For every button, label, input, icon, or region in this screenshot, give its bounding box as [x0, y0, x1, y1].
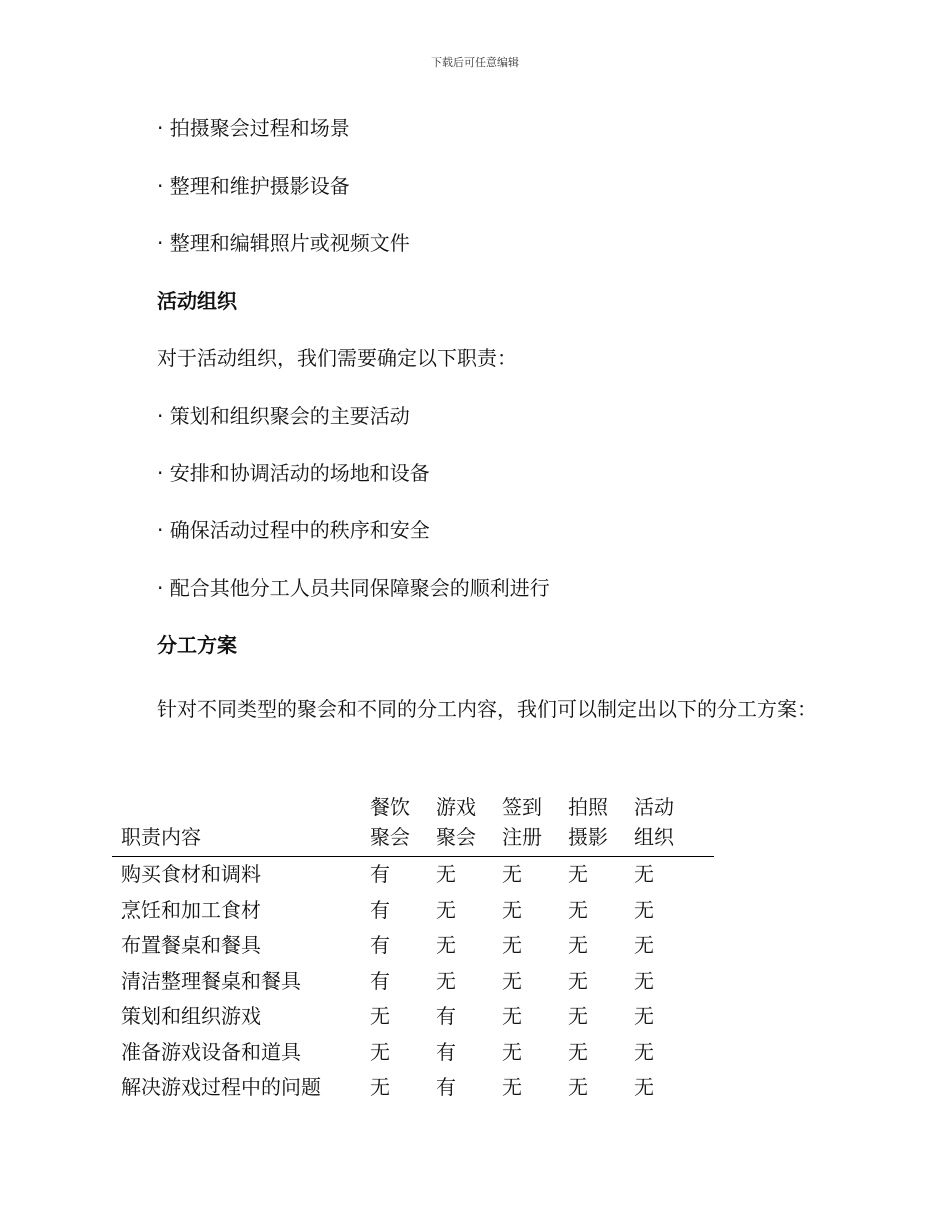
- section-heading-plan: 分工方案: [157, 633, 237, 657]
- table-cell: 无: [568, 1075, 588, 1099]
- table-header-cell: [370, 792, 436, 857]
- table-cell: 无: [502, 933, 522, 957]
- table-cell: 有: [436, 1075, 456, 1099]
- table-cell: 无: [634, 1075, 654, 1099]
- page-header-note: 下载后可任意编辑: [431, 56, 519, 69]
- header-line2: 组织: [634, 825, 674, 849]
- bullet-item: · 整理和编辑照片或视频文件: [157, 231, 410, 255]
- table-cell: 无: [436, 862, 456, 886]
- table-cell: 无: [502, 897, 522, 922]
- bullet-item: · 安排和协调活动的场地和设备: [157, 461, 430, 485]
- table-row: [112, 857, 714, 893]
- table-cell: 无: [436, 968, 456, 993]
- table-cell: 无: [568, 897, 588, 922]
- table-cell: 烹饪和加工食材: [121, 897, 261, 922]
- table-cell: 有: [370, 933, 390, 957]
- header-line2: 摄影: [568, 825, 608, 849]
- table-cell: 无: [568, 862, 588, 886]
- table-cell: 无: [370, 1039, 390, 1064]
- table-header-cell: [634, 792, 714, 857]
- bullet-item: · 策划和组织聚会的主要活动: [157, 404, 410, 428]
- table-cell: 无: [568, 1039, 588, 1064]
- table-header-cell: [502, 792, 568, 857]
- table-cell: 无: [568, 933, 588, 957]
- header-line1: 签到: [502, 795, 542, 819]
- plan-paragraph: 针对不同类型的聚会和不同的分工内容，我们可以制定出以下的分工方案：: [157, 697, 817, 721]
- table-cell: 无: [436, 933, 456, 957]
- table-row: [112, 893, 714, 929]
- header-line2: 注册: [502, 825, 542, 849]
- section-heading-activity: 活动组织: [157, 289, 237, 313]
- table-cell: 无: [634, 897, 654, 922]
- header-line2: 聚会: [370, 825, 410, 849]
- bullet-item: · 确保活动过程中的秩序和安全: [157, 518, 430, 542]
- table-cell: 策划和组织游戏: [121, 1004, 261, 1028]
- table-cell: 清洁整理餐桌和餐具: [121, 968, 301, 993]
- table-cell: 无: [634, 1004, 654, 1028]
- table-row: [112, 1035, 714, 1071]
- header-line2: 职责内容: [121, 825, 201, 849]
- assignment-table: [112, 792, 714, 1106]
- table-cell: 无: [634, 968, 654, 993]
- table-row: [112, 999, 714, 1035]
- table-cell: 无: [502, 1004, 522, 1028]
- table-cell: 无: [502, 862, 522, 886]
- header-line1: 活动: [634, 795, 674, 819]
- header-line1: 拍照: [568, 795, 608, 819]
- table-cell: 无: [634, 862, 654, 886]
- table-cell: 无: [436, 897, 456, 922]
- bullet-item: · 整理和维护摄影设备: [157, 174, 350, 198]
- table-cell: 准备游戏设备和道具: [121, 1039, 301, 1064]
- table-cell: 无: [634, 933, 654, 957]
- table-cell: 无: [502, 1039, 522, 1064]
- header-line1: 游戏: [436, 795, 476, 819]
- table-cell: 有: [370, 897, 390, 922]
- table-row: [112, 928, 714, 964]
- table-cell: 无: [370, 1075, 390, 1099]
- table-header-row: [112, 792, 714, 857]
- table-cell: 购买食材和调料: [121, 862, 261, 886]
- table-cell: 无: [634, 1039, 654, 1064]
- header-line2: 聚会: [436, 825, 476, 849]
- bullet-item: · 配合其他分工人员共同保障聚会的顺利进行: [157, 576, 550, 600]
- header-line1: 餐饮: [370, 795, 410, 819]
- table-header-cell: [436, 792, 502, 857]
- table-cell: 无: [370, 1004, 390, 1028]
- table-cell: 无: [568, 1004, 588, 1028]
- table-header-cell: [568, 792, 634, 857]
- bullet-item: · 拍摄聚会过程和场景: [157, 116, 350, 140]
- table-header-cell: [112, 792, 370, 857]
- table-cell: 布置餐桌和餐具: [121, 933, 261, 957]
- table-row: [112, 964, 714, 1000]
- table-cell: 有: [436, 1004, 456, 1028]
- table-row: [112, 1070, 714, 1106]
- table-cell: 有: [370, 968, 390, 993]
- table-cell: 无: [568, 968, 588, 993]
- table-cell: 解决游戏过程中的问题: [121, 1075, 321, 1099]
- table-cell: 无: [502, 968, 522, 993]
- table-cell: 有: [370, 862, 390, 886]
- table-cell: 无: [502, 1075, 522, 1099]
- activity-intro: 对于活动组织，我们需要确定以下职责：: [157, 346, 517, 370]
- table-cell: 有: [436, 1039, 456, 1064]
